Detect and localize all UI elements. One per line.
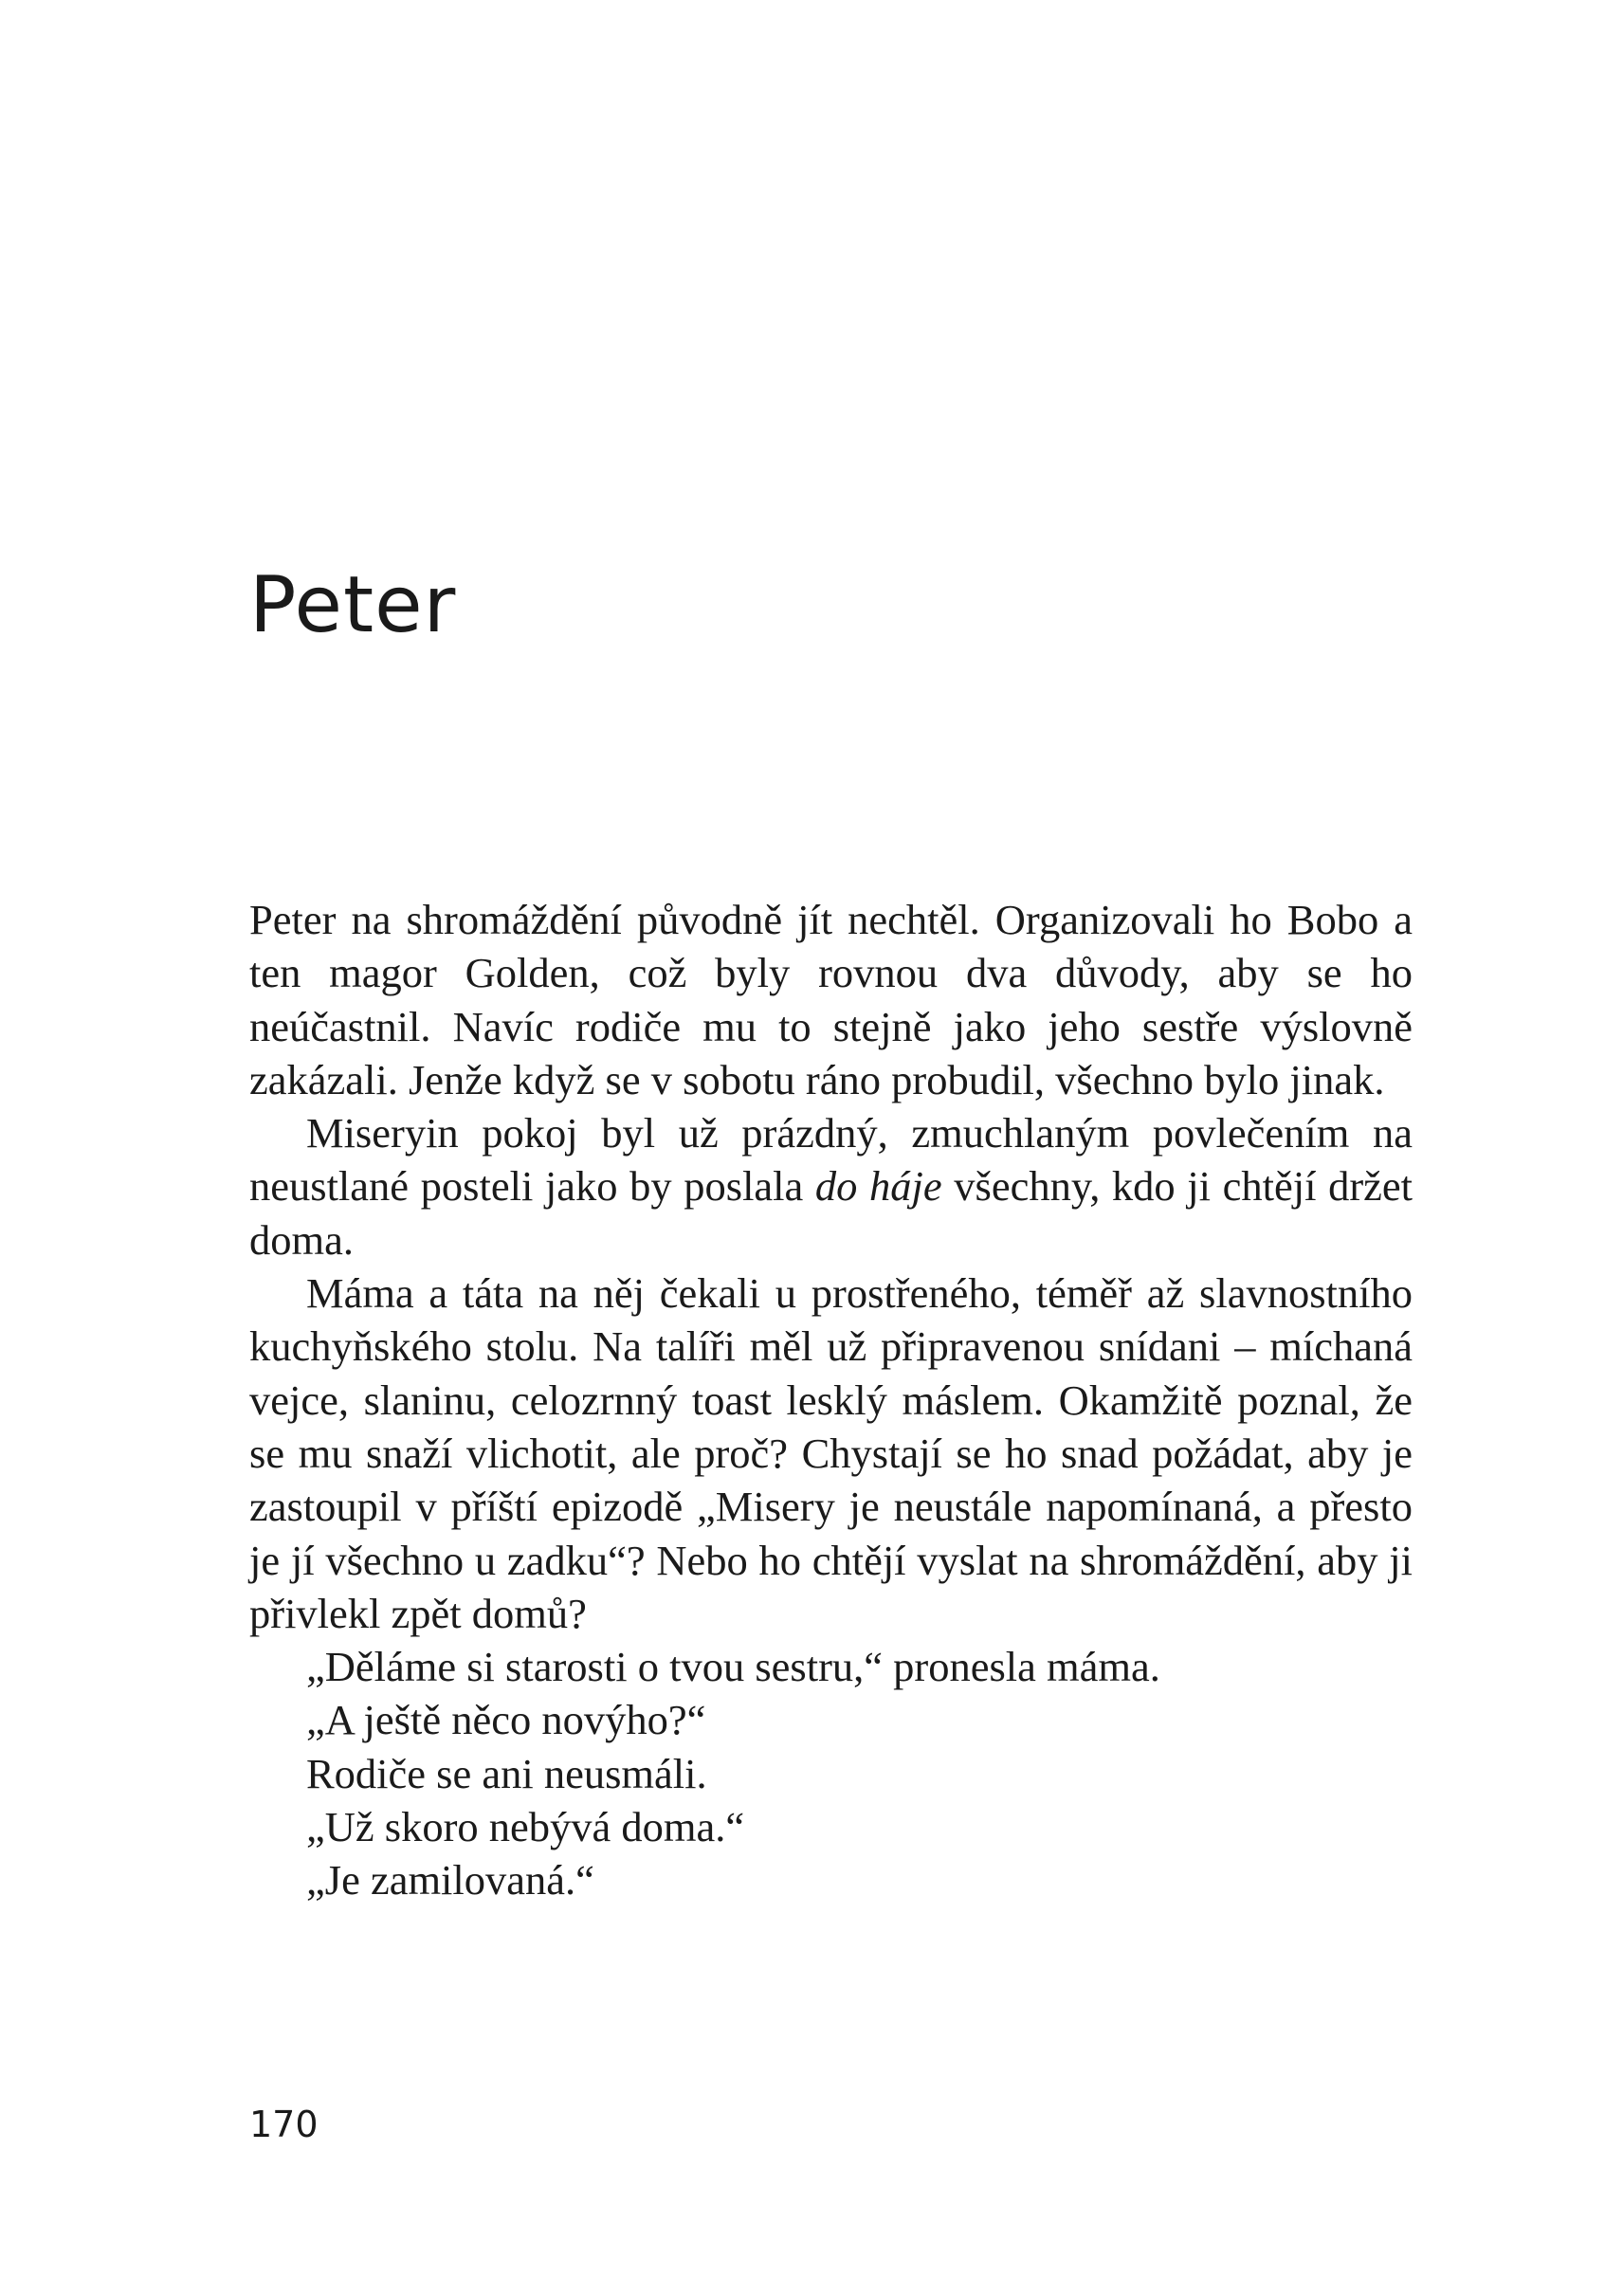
paragraph: Peter na shromáždění původně jít nechtěl. Organizovali ho Bobo a ten magor Golden, což byly rovnou dva důvody, aby se ho neúčastnil. Navíc rodiče mu to stejně jako jeho sestře výslovně zakázali. Jenže když se v sobotu ráno probudil, všechno bylo jinak. bbox=[249, 896, 1413, 1103]
chapter-body bbox=[249, 893, 1413, 1907]
dialogue-line: „A ještě něco novýho?“ bbox=[306, 1696, 706, 1744]
dialogue-line: „Děláme si starosti o tvou sestru,“ pronesla máma. bbox=[306, 1643, 1160, 1691]
dialogue-line: „Je zamilovaná.“ bbox=[306, 1856, 594, 1904]
page-number: 170 bbox=[249, 2104, 319, 2145]
paragraph-text: všechny, kdo ji chtějí držet doma. bbox=[249, 1162, 1413, 1264]
emphasized-text: do háje bbox=[814, 1162, 942, 1211]
paragraph-text: Miseryin pokoj byl už prázdný, zmuchlaným povlečením na neustlané posteli jako by poslala bbox=[249, 1109, 1413, 1211]
paragraph: Máma a táta na něj čekali u prostřeného, téměř až slavnostního kuchyňského stolu. Na talíři měl už připravenou snídani – míchaná vejce, slaninu, celozrnný toast lesklý máslem. Okamžitě poznal, že se mu snaží vlichotit, ale proč? Chystají se ho snad požádat, aby je zastoupil v příští epizodě „Misery je neustále napomínaná, a přesto je jí všechno u zadku“? Nebo ho chtějí vyslat na shromáždění, aby ji přivlekl zpět domů? bbox=[249, 1269, 1413, 1637]
chapter-title: Peter bbox=[249, 560, 457, 650]
paragraph: Rodiče se ani neusmáli. bbox=[306, 1749, 707, 1797]
paragraph bbox=[249, 1106, 1413, 1266]
dialogue-line: „Už skoro nebývá doma.“ bbox=[306, 1803, 745, 1851]
